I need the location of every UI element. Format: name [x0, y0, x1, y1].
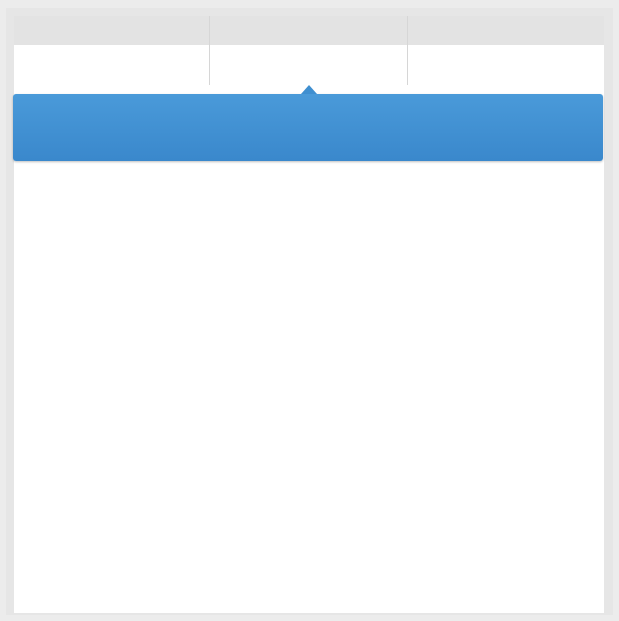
current-event-row[interactable]	[14, 45, 604, 85]
tracking-history-panel	[6, 8, 613, 615]
current-date	[14, 45, 209, 85]
detail-pointer-arrow	[301, 85, 317, 94]
header-location	[407, 16, 604, 45]
header-status	[209, 16, 407, 45]
current-location	[407, 45, 604, 85]
tracking-history-table	[14, 16, 604, 613]
event-detail-banner	[13, 94, 603, 161]
current-status[interactable]	[209, 45, 407, 85]
header-date-time	[14, 16, 209, 45]
table-header	[14, 16, 604, 45]
